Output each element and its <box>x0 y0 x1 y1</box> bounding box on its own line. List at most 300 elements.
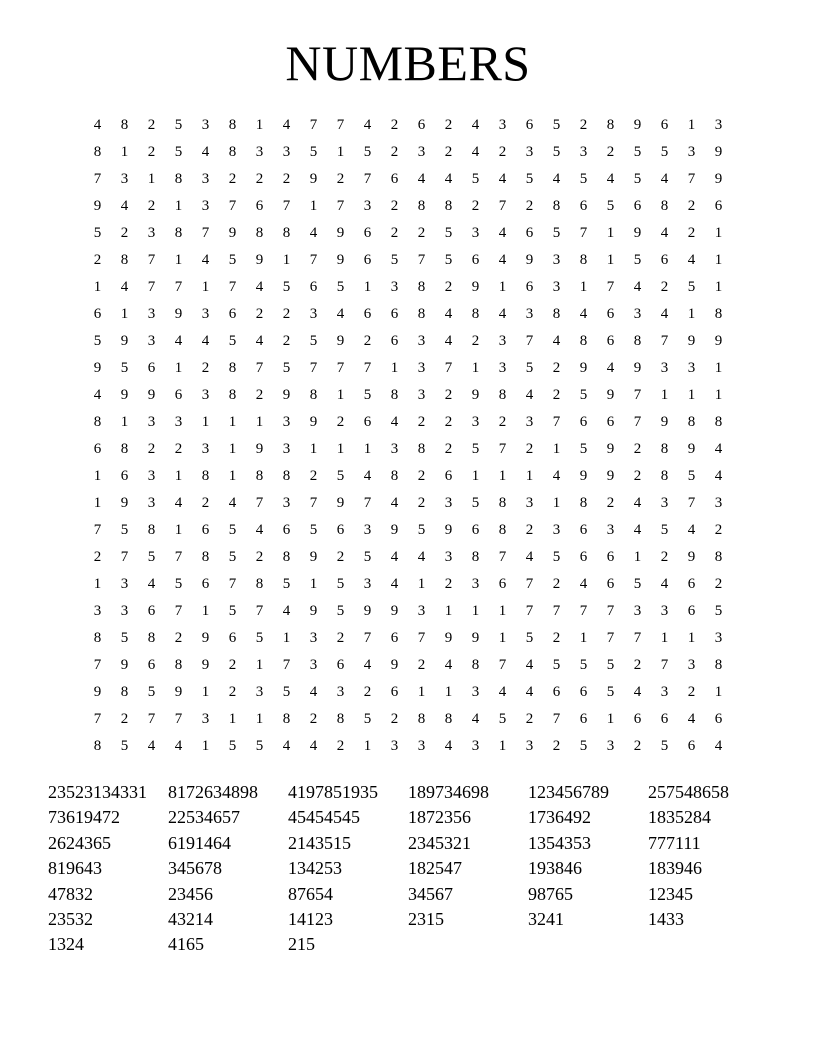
grid-cell: 9 <box>228 225 237 241</box>
word-list-item: 34567 <box>408 883 453 904</box>
grid-cell: 1 <box>174 198 183 214</box>
word-list-item: 1872356 <box>408 807 471 828</box>
grid-cell: 1 <box>633 549 642 565</box>
grid-cell: 6 <box>228 306 237 322</box>
grid-cell: 9 <box>714 171 723 187</box>
grid-cell: 5 <box>174 576 183 592</box>
grid-cell: 7 <box>417 630 426 646</box>
word-list-item: 123456789 <box>528 782 609 802</box>
grid-cell: 7 <box>147 279 156 295</box>
grid-cell: 6 <box>498 576 507 592</box>
grid-cell: 6 <box>120 468 129 484</box>
grid-cell: 1 <box>525 468 534 484</box>
grid-cell: 1 <box>174 252 183 268</box>
grid-cell: 1 <box>363 441 372 457</box>
grid-cell: 1 <box>579 279 588 295</box>
grid-cell: 3 <box>417 144 426 160</box>
grid-cell: 4 <box>282 738 291 754</box>
grid-cell: 2 <box>498 414 507 430</box>
grid-cell: 4 <box>498 252 507 268</box>
grid-cell: 5 <box>363 549 372 565</box>
grid-cell: 5 <box>282 576 291 592</box>
grid-cell: 7 <box>282 657 291 673</box>
grid-cell: 8 <box>390 387 399 403</box>
grid-cell: 3 <box>660 684 669 700</box>
grid-cell: 7 <box>687 171 696 187</box>
grid-cell: 4 <box>714 468 723 484</box>
grid-cell: 8 <box>174 225 183 241</box>
grid-cell: 9 <box>336 252 345 268</box>
grid-cell: 7 <box>228 198 237 214</box>
word-list-item: 1433 <box>648 908 684 929</box>
grid-cell: 8 <box>579 495 588 511</box>
grid-cell: 4 <box>660 306 669 322</box>
grid-cell: 2 <box>255 306 264 322</box>
grid-cell: 2 <box>174 630 183 646</box>
word-list-item: 6191464 <box>168 832 231 853</box>
grid-cell: 4 <box>309 225 318 241</box>
grid-cell: 3 <box>417 387 426 403</box>
word-list-item: 134253 <box>288 858 342 879</box>
grid-cell: 1 <box>93 495 102 511</box>
grid-cell: 6 <box>228 630 237 646</box>
grid-cell: 6 <box>336 657 345 673</box>
grid-cell: 9 <box>336 225 345 241</box>
grid-cell: 6 <box>390 171 399 187</box>
grid-cell: 2 <box>228 171 237 187</box>
grid-cell: 6 <box>525 117 534 133</box>
grid-cell: 5 <box>660 522 669 538</box>
grid-cell: 2 <box>147 144 156 160</box>
grid-cell: 1 <box>309 198 318 214</box>
grid-cell: 2 <box>120 225 129 241</box>
grid-cell: 9 <box>120 387 129 403</box>
grid-cell: 9 <box>336 495 345 511</box>
grid-cell: 4 <box>93 387 102 403</box>
grid-cell: 3 <box>714 117 723 133</box>
grid-cell: 9 <box>390 603 399 619</box>
word-list-item: 98765 <box>528 883 573 904</box>
grid-cell: 7 <box>552 711 561 727</box>
grid-cell: 1 <box>255 117 264 133</box>
grid-cell: 5 <box>255 630 264 646</box>
grid-cell: 5 <box>417 522 426 538</box>
grid-cell: 4 <box>471 711 480 727</box>
word-list-item: 2624365 <box>48 832 111 853</box>
grid-cell: 9 <box>606 468 615 484</box>
grid-cell: 8 <box>606 117 615 133</box>
grid-cell: 4 <box>390 414 399 430</box>
grid-cell: 6 <box>660 711 669 727</box>
grid-cell: 2 <box>606 495 615 511</box>
grid-cell: 6 <box>579 684 588 700</box>
word-list-item: 1736492 <box>528 807 591 828</box>
grid-cell: 7 <box>525 576 534 592</box>
grid-cell: 5 <box>633 144 642 160</box>
grid-cell: 3 <box>147 495 156 511</box>
grid-cell: 3 <box>525 414 534 430</box>
grid-cell: 1 <box>120 414 129 430</box>
grid-cell: 7 <box>336 360 345 376</box>
grid-cell: 8 <box>309 387 318 403</box>
grid-cell: 1 <box>498 603 507 619</box>
grid-cell: 2 <box>471 333 480 349</box>
grid-cell: 7 <box>147 252 156 268</box>
word-list-item: 73619472 <box>48 807 120 828</box>
grid-cell: 4 <box>498 225 507 241</box>
grid-cell: 4 <box>444 738 453 754</box>
grid-cell: 5 <box>552 117 561 133</box>
grid-cell: 3 <box>255 144 264 160</box>
word-list-item: 23456 <box>168 883 213 904</box>
grid-cell: 3 <box>363 522 372 538</box>
grid-cell: 4 <box>201 144 210 160</box>
grid-cell: 4 <box>390 549 399 565</box>
grid-cell: 1 <box>228 414 237 430</box>
grid-cell: 2 <box>363 684 372 700</box>
grid-cell: 7 <box>363 495 372 511</box>
grid-cell: 9 <box>471 279 480 295</box>
grid-cell: 4 <box>309 738 318 754</box>
grid-cell: 6 <box>687 576 696 592</box>
grid-cell: 4 <box>390 495 399 511</box>
grid-cell: 1 <box>390 360 399 376</box>
grid-cell: 3 <box>417 603 426 619</box>
grid-cell: 9 <box>201 630 210 646</box>
grid-cell: 4 <box>498 684 507 700</box>
word-list-item: 182547 <box>408 858 462 879</box>
grid-cell: 1 <box>714 684 723 700</box>
grid-cell: 7 <box>309 360 318 376</box>
grid-cell: 6 <box>444 468 453 484</box>
grid-cell: 1 <box>552 495 561 511</box>
grid-cell: 3 <box>255 684 264 700</box>
grid-cell: 2 <box>444 576 453 592</box>
grid-cell: 2 <box>552 576 561 592</box>
grid-cell: 7 <box>417 252 426 268</box>
grid-cell: 6 <box>147 603 156 619</box>
grid-cell: 1 <box>687 117 696 133</box>
grid-cell: 8 <box>660 468 669 484</box>
grid-cell: 2 <box>201 360 210 376</box>
grid-cell: 6 <box>417 117 426 133</box>
grid-cell: 1 <box>417 684 426 700</box>
grid-row <box>84 166 732 193</box>
grid-cell: 7 <box>660 333 669 349</box>
grid-cell: 7 <box>363 630 372 646</box>
grid-cell: 9 <box>174 306 183 322</box>
grid-cell: 3 <box>633 603 642 619</box>
grid-cell: 4 <box>687 522 696 538</box>
grid-row <box>84 220 732 247</box>
grid-cell: 7 <box>498 657 507 673</box>
grid-cell: 5 <box>228 603 237 619</box>
grid-cell: 3 <box>201 387 210 403</box>
grid-cell: 3 <box>336 684 345 700</box>
grid-cell: 8 <box>282 549 291 565</box>
grid-cell: 5 <box>174 117 183 133</box>
grid-cell: 7 <box>363 360 372 376</box>
grid-cell: 8 <box>579 333 588 349</box>
word-list-item: 193846 <box>528 858 582 879</box>
grid-cell: 6 <box>525 279 534 295</box>
grid-cell: 4 <box>687 252 696 268</box>
grid-cell: 1 <box>714 387 723 403</box>
grid-cell: 2 <box>552 360 561 376</box>
grid-cell: 5 <box>282 360 291 376</box>
grid-cell: 2 <box>498 144 507 160</box>
grid-cell: 6 <box>390 630 399 646</box>
word-list-item: 345678 <box>168 858 222 879</box>
grid-cell: 8 <box>255 468 264 484</box>
grid-cell: 1 <box>255 711 264 727</box>
grid-cell: 1 <box>363 738 372 754</box>
grid-cell: 7 <box>363 171 372 187</box>
grid-cell: 8 <box>660 441 669 457</box>
grid-cell: 3 <box>120 576 129 592</box>
grid-row <box>84 274 732 301</box>
grid-cell: 3 <box>687 144 696 160</box>
grid-cell: 6 <box>336 522 345 538</box>
grid-cell: 8 <box>120 684 129 700</box>
grid-cell: 5 <box>120 630 129 646</box>
grid-cell: 1 <box>579 630 588 646</box>
grid-row <box>84 409 732 436</box>
grid-cell: 3 <box>660 495 669 511</box>
grid-cell: 7 <box>174 711 183 727</box>
grid-cell: 7 <box>93 657 102 673</box>
grid-cell: 8 <box>174 657 183 673</box>
grid-row <box>84 193 732 220</box>
grid-cell: 5 <box>552 657 561 673</box>
grid-cell: 9 <box>255 252 264 268</box>
grid-cell: 5 <box>552 549 561 565</box>
grid-cell: 5 <box>147 684 156 700</box>
grid-cell: 3 <box>606 522 615 538</box>
grid-cell: 3 <box>471 738 480 754</box>
grid-cell: 3 <box>390 441 399 457</box>
grid-cell: 9 <box>120 495 129 511</box>
grid-cell: 3 <box>390 738 399 754</box>
grid-cell: 7 <box>282 198 291 214</box>
grid-cell: 7 <box>579 225 588 241</box>
grid-cell: 9 <box>93 198 102 214</box>
word-list-item: 87654 <box>288 883 333 904</box>
grid-cell: 4 <box>579 576 588 592</box>
grid-row <box>84 652 732 679</box>
grid-cell: 4 <box>525 657 534 673</box>
grid-cell: 3 <box>687 657 696 673</box>
grid-cell: 3 <box>309 657 318 673</box>
grid-cell: 6 <box>606 549 615 565</box>
grid-cell: 7 <box>336 117 345 133</box>
grid-cell: 4 <box>579 306 588 322</box>
grid-cell: 7 <box>606 603 615 619</box>
grid-cell: 5 <box>336 603 345 619</box>
grid-cell: 6 <box>174 387 183 403</box>
grid-cell: 4 <box>633 279 642 295</box>
grid-cell: 7 <box>201 225 210 241</box>
grid-cell: 6 <box>714 711 723 727</box>
grid-cell: 8 <box>498 495 507 511</box>
grid-cell: 5 <box>228 333 237 349</box>
grid-cell: 8 <box>417 306 426 322</box>
word-list-item: 22534657 <box>168 807 240 828</box>
grid-cell: 9 <box>687 333 696 349</box>
grid-cell: 5 <box>93 225 102 241</box>
word-list-item: 14123 <box>288 908 333 929</box>
grid-cell: 4 <box>228 495 237 511</box>
grid-cell: 3 <box>201 171 210 187</box>
grid-cell: 2 <box>444 279 453 295</box>
grid-cell: 9 <box>633 117 642 133</box>
grid-cell: 3 <box>363 576 372 592</box>
page-title: NUMBERS <box>285 35 531 91</box>
grid-cell: 2 <box>444 117 453 133</box>
grid-cell: 2 <box>147 198 156 214</box>
grid-cell: 9 <box>309 603 318 619</box>
grid-row <box>84 733 732 760</box>
grid-cell: 7 <box>606 630 615 646</box>
grid-cell: 2 <box>633 657 642 673</box>
grid-cell: 8 <box>93 144 102 160</box>
grid-cell: 2 <box>417 414 426 430</box>
grid-cell: 6 <box>687 603 696 619</box>
grid-cell: 3 <box>525 144 534 160</box>
grid-cell: 2 <box>309 468 318 484</box>
grid-cell: 3 <box>633 306 642 322</box>
grid-cell: 4 <box>147 738 156 754</box>
grid-cell: 2 <box>228 657 237 673</box>
grid-cell: 9 <box>309 549 318 565</box>
grid-cell: 2 <box>336 171 345 187</box>
grid-cell: 9 <box>309 414 318 430</box>
grid-cell: 1 <box>660 630 669 646</box>
grid-row <box>84 247 732 274</box>
grid-cell: 3 <box>606 738 615 754</box>
grid-cell: 1 <box>552 441 561 457</box>
grid-cell: 7 <box>309 117 318 133</box>
grid-cell: 3 <box>714 630 723 646</box>
grid-cell: 1 <box>255 414 264 430</box>
grid-cell: 2 <box>255 387 264 403</box>
grid-cell: 6 <box>255 198 264 214</box>
grid-cell: 5 <box>660 144 669 160</box>
grid-cell: 6 <box>579 198 588 214</box>
grid-cell: 4 <box>417 549 426 565</box>
grid-cell: 1 <box>93 468 102 484</box>
word-list-item: 215 <box>288 934 315 955</box>
grid-cell: 9 <box>579 468 588 484</box>
grid-cell: 2 <box>606 144 615 160</box>
word-list <box>48 780 788 958</box>
grid-cell: 7 <box>633 414 642 430</box>
grid-cell: 4 <box>120 198 129 214</box>
grid-cell: 9 <box>687 549 696 565</box>
word-list-item: 47832 <box>48 883 93 904</box>
grid-cell: 1 <box>282 252 291 268</box>
grid-cell: 2 <box>336 414 345 430</box>
grid-cell: 2 <box>255 549 264 565</box>
grid-cell: 2 <box>417 657 426 673</box>
grid-cell: 1 <box>498 630 507 646</box>
grid-cell: 7 <box>498 441 507 457</box>
grid-cell: 7 <box>228 279 237 295</box>
word-list-item: 43214 <box>168 908 213 929</box>
grid-cell: 2 <box>687 225 696 241</box>
grid-cell: 6 <box>390 333 399 349</box>
grid-cell: 3 <box>309 306 318 322</box>
grid-cell: 3 <box>390 279 399 295</box>
grid-cell: 8 <box>660 198 669 214</box>
grid-cell: 4 <box>174 495 183 511</box>
grid-cell: 6 <box>471 252 480 268</box>
grid-cell: 7 <box>687 495 696 511</box>
grid-cell: 5 <box>525 360 534 376</box>
grid-cell: 3 <box>471 684 480 700</box>
grid-cell: 1 <box>363 279 372 295</box>
word-list-item: 189734698 <box>408 782 489 802</box>
grid-cell: 2 <box>255 171 264 187</box>
grid-cell: 2 <box>552 738 561 754</box>
grid-cell: 3 <box>417 738 426 754</box>
grid-cell: 4 <box>606 171 615 187</box>
grid-cell: 4 <box>498 171 507 187</box>
grid-cell: 3 <box>363 198 372 214</box>
grid-cell: 3 <box>201 711 210 727</box>
grid-cell: 6 <box>606 306 615 322</box>
grid-cell: 7 <box>498 549 507 565</box>
grid-cell: 1 <box>255 657 264 673</box>
grid-cell: 8 <box>471 306 480 322</box>
grid-cell: 5 <box>471 441 480 457</box>
grid-cell: 4 <box>471 117 480 133</box>
grid-cell: 6 <box>579 522 588 538</box>
grid-cell: 5 <box>336 576 345 592</box>
grid-cell: 3 <box>282 414 291 430</box>
grid-cell: 5 <box>336 279 345 295</box>
grid-cell: 1 <box>93 279 102 295</box>
grid-cell: 7 <box>228 576 237 592</box>
grid-cell: 4 <box>255 333 264 349</box>
grid-cell: 1 <box>201 738 210 754</box>
grid-cell: 2 <box>336 738 345 754</box>
grid-cell: 8 <box>714 657 723 673</box>
grid-cell: 5 <box>525 171 534 187</box>
grid-cell: 2 <box>552 630 561 646</box>
grid-cell: 8 <box>228 144 237 160</box>
grid-cell: 8 <box>417 441 426 457</box>
grid-cell: 2 <box>417 468 426 484</box>
grid-cell: 1 <box>687 306 696 322</box>
grid-cell: 6 <box>282 522 291 538</box>
grid-cell: 9 <box>336 333 345 349</box>
grid-row <box>84 139 732 166</box>
grid-cell: 8 <box>147 630 156 646</box>
grid-cell: 4 <box>93 117 102 133</box>
grid-cell: 2 <box>687 684 696 700</box>
grid-cell: 1 <box>687 630 696 646</box>
grid-cell: 2 <box>93 549 102 565</box>
grid-cell: 9 <box>93 360 102 376</box>
grid-cell: 2 <box>417 225 426 241</box>
grid-cell: 9 <box>309 171 318 187</box>
grid-cell: 2 <box>525 711 534 727</box>
grid-cell: 5 <box>309 522 318 538</box>
grid-cell: 9 <box>390 657 399 673</box>
grid-cell: 6 <box>552 684 561 700</box>
grid-cell: 1 <box>714 279 723 295</box>
